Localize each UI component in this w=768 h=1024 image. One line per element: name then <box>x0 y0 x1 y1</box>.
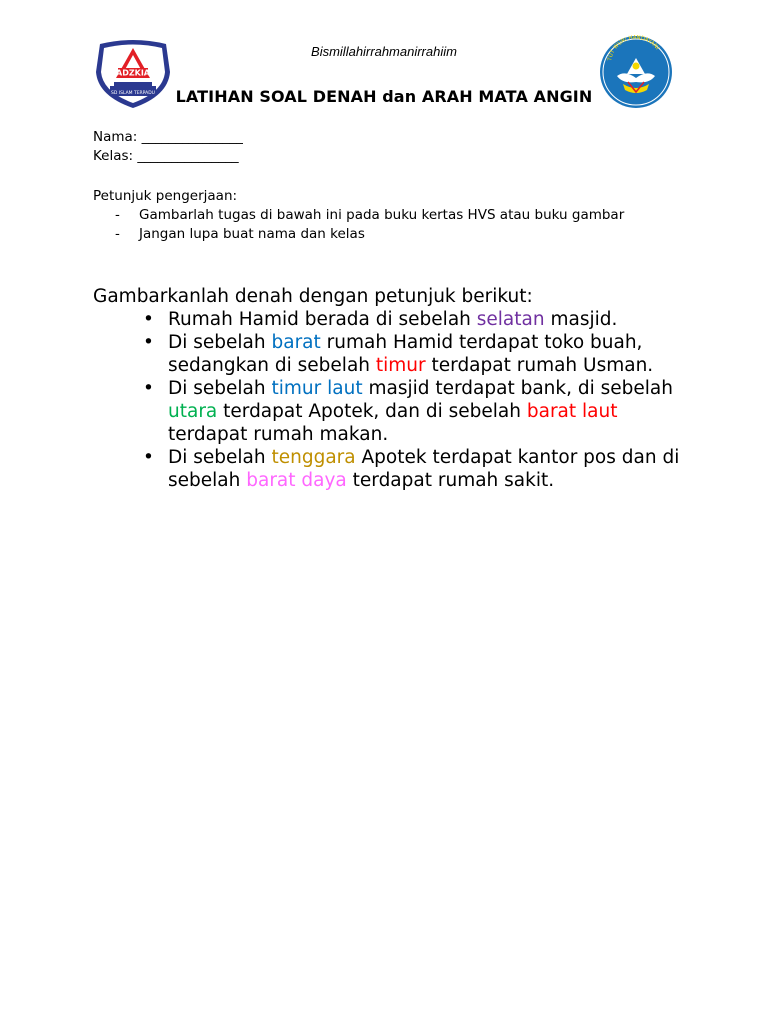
direction-word: barat daya <box>246 470 347 491</box>
direction-word: barat <box>271 332 321 353</box>
list-item: • Di sebelah timur laut masjid terdapat bank, di sebelah utara terdapat Apotek, dan di sebelah barat laut terdapat rumah makan. <box>143 378 673 445</box>
task-list <box>93 308 693 492</box>
task-section <box>93 285 693 492</box>
direction-word: utara <box>168 401 218 422</box>
direction-word: timur <box>375 355 426 376</box>
direction-word: barat laut <box>526 401 618 422</box>
list-item: • Di sebelah tenggara Apotek terdapat kantor pos dan di sebelah barat daya terdapat rumah sakit. <box>143 447 680 491</box>
logo-motto: TUT WURI HANDAYANI <box>607 34 660 62</box>
bullet-marker: • <box>143 447 154 468</box>
dash-marker: - <box>115 226 120 242</box>
list-item: • Rumah Hamid berada di sebelah selatan masjid. <box>143 309 618 330</box>
list-item: - Jangan lupa buat nama dan kelas <box>115 226 365 242</box>
adzkia-logo-subtitle: SD ISLAM TERPADU <box>111 91 155 96</box>
bismillah-header: Bismillahirrahmanirrahiim <box>311 44 457 59</box>
bullet-marker: • <box>143 378 154 399</box>
class-field: Kelas: _______________ <box>93 148 239 164</box>
adzkia-logo-text: ADZKIA <box>116 68 150 78</box>
bullet-marker: • <box>143 309 154 330</box>
list-item: • Di sebelah barat rumah Hamid terdapat toko buah, sedangkan di sebelah timur terdapat rumah Usman. <box>143 332 654 376</box>
dash-marker: - <box>115 207 120 223</box>
task-lead: Gambarkanlah denah dengan petunjuk berikut: <box>93 286 533 307</box>
direction-word: tenggara <box>271 447 356 468</box>
direction-word: selatan <box>476 309 545 330</box>
instructions <box>93 187 675 244</box>
list-item: - Gambarlah tugas di bawah ini pada buku kertas HVS atau buku gambar <box>115 207 625 223</box>
direction-word: timur laut <box>271 378 363 399</box>
instructions-heading: Petunjuk pengerjaan: <box>93 188 238 204</box>
name-field: Nama: _______________ <box>93 129 243 145</box>
bullet-marker: • <box>143 332 154 353</box>
instructions-list <box>93 206 675 244</box>
page-title: LATIHAN SOAL DENAH dan ARAH MATA ANGIN <box>175 87 593 106</box>
student-fields <box>93 128 243 166</box>
